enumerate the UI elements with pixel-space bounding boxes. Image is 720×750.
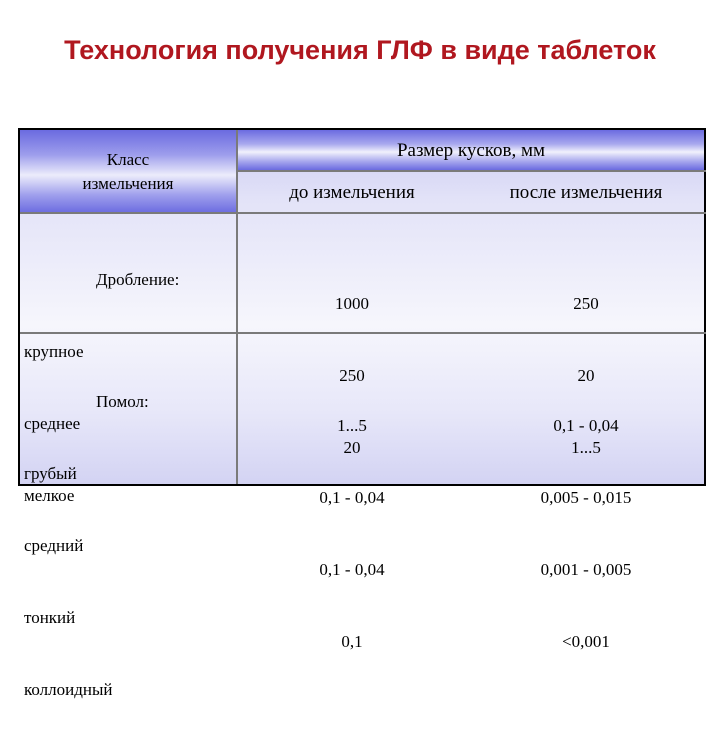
header-class	[20, 130, 236, 212]
value-cell: 0,1 - 0,04	[553, 416, 619, 435]
value-cell: 0,005 - 0,015	[540, 488, 632, 507]
list-item: грубый	[24, 464, 77, 483]
value-cell: 250	[339, 366, 365, 385]
list-item: мелкое	[24, 486, 75, 505]
value-cell: 20	[577, 366, 595, 385]
header-size-label: Размер кусков, мм	[396, 140, 546, 161]
group-crushing-title: Дробление:	[96, 270, 180, 289]
header-after-label: после измельчения	[509, 182, 663, 203]
value-cell: 1...5	[337, 416, 367, 435]
list-item: среднее	[24, 414, 81, 433]
value-cell: 0,001 - 0,005	[540, 560, 632, 579]
header-before-label: до измельчения	[289, 182, 415, 203]
value-cell: 20	[343, 438, 361, 457]
header-size	[238, 130, 704, 170]
slide-title: Технология получения ГЛФ в виде таблеток	[64, 35, 656, 65]
list-item: крупное	[24, 342, 84, 361]
value-cell: 250	[573, 294, 599, 313]
list-item: коллоидный	[24, 680, 113, 699]
group-milling-before	[238, 366, 466, 702]
value-cell: 0,1 - 0,04	[319, 488, 385, 507]
list-item: средний	[24, 536, 84, 555]
value-cell: 0,1 - 0,04	[319, 560, 385, 579]
header-bottom-divider	[20, 212, 706, 214]
header-after	[468, 172, 704, 212]
grinding-table	[18, 128, 706, 699]
header-before	[238, 172, 466, 212]
header-class-label: Класс измельчения	[82, 150, 174, 193]
value-cell: 1...5	[571, 438, 601, 457]
value-cell: 0,1	[341, 632, 363, 651]
group-milling-after	[468, 366, 704, 702]
value-cell: 1000	[335, 294, 369, 313]
value-cell: <0,001	[562, 632, 610, 651]
list-item: тонкий	[24, 608, 76, 627]
group-milling-title: Помол:	[96, 392, 149, 411]
header-divider	[236, 170, 706, 172]
group-milling-labels	[24, 342, 234, 750]
